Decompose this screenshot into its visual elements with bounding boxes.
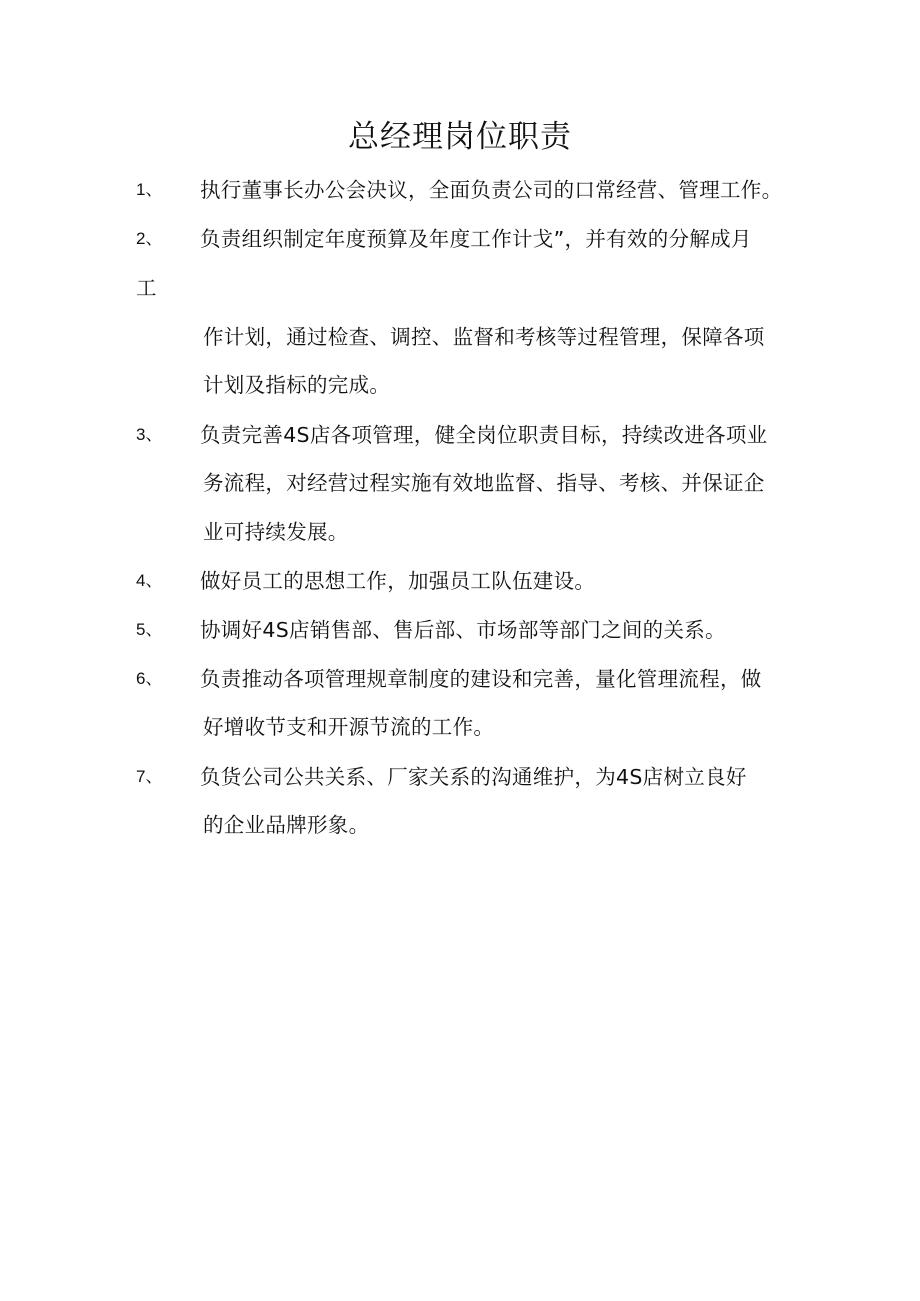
item-4-line-1: 做好员工的思想工作，加强员工队伍建设。 xyxy=(200,569,596,593)
item-5-line-1: 协调好4S店销售部、售后部、市场部等部门之间的关系。 xyxy=(200,618,726,642)
item-6-line-1: 负责推动各项管理规章制度的建设和完善，量化管理流程，做 xyxy=(200,667,762,691)
item-3-line-3: 业可持续发展。 xyxy=(203,520,349,544)
item-1-number: 1、 xyxy=(136,180,163,199)
item-2-line-4: 计划及指标的完成。 xyxy=(203,373,391,397)
item-7-line-2: 的企业品牌形象。 xyxy=(203,813,370,837)
page-title: 总经理岗位职责 xyxy=(348,119,572,155)
item-2-line-3: 作计划，通过检查、调控、监督和考核等过程管理，保障各项 xyxy=(203,325,765,349)
item-2-line-2: 工 xyxy=(136,276,157,300)
item-6-number: 6、 xyxy=(136,669,163,688)
item-3-line-1: 负责完善4S店各项管理，健全岗位职责目标，持续改进各项业 xyxy=(200,423,768,447)
item-2-line-1: 负责组织制定年度预算及年度工作计戈”，并有效的分解成月 xyxy=(200,227,752,251)
item-5-number: 5、 xyxy=(136,620,163,639)
item-2-number: 2、 xyxy=(136,229,163,248)
item-6-line-2: 好增收节支和开源节流的工作。 xyxy=(203,715,495,739)
item-3-number: 3、 xyxy=(136,425,163,444)
item-1-line-1: 执行董事长办公会决议，全面负责公司的口常经营、管理工作。 xyxy=(200,178,783,202)
item-4-number: 4、 xyxy=(136,571,163,590)
item-7-number: 7、 xyxy=(136,767,163,786)
item-7-line-1: 负货公司公共关系、厂家关系的沟通维护，为4S店树立良好 xyxy=(200,765,747,789)
item-3-line-2: 务流程，对经营过程实施有效地监督、指导、考核、并保证企 xyxy=(203,471,765,495)
